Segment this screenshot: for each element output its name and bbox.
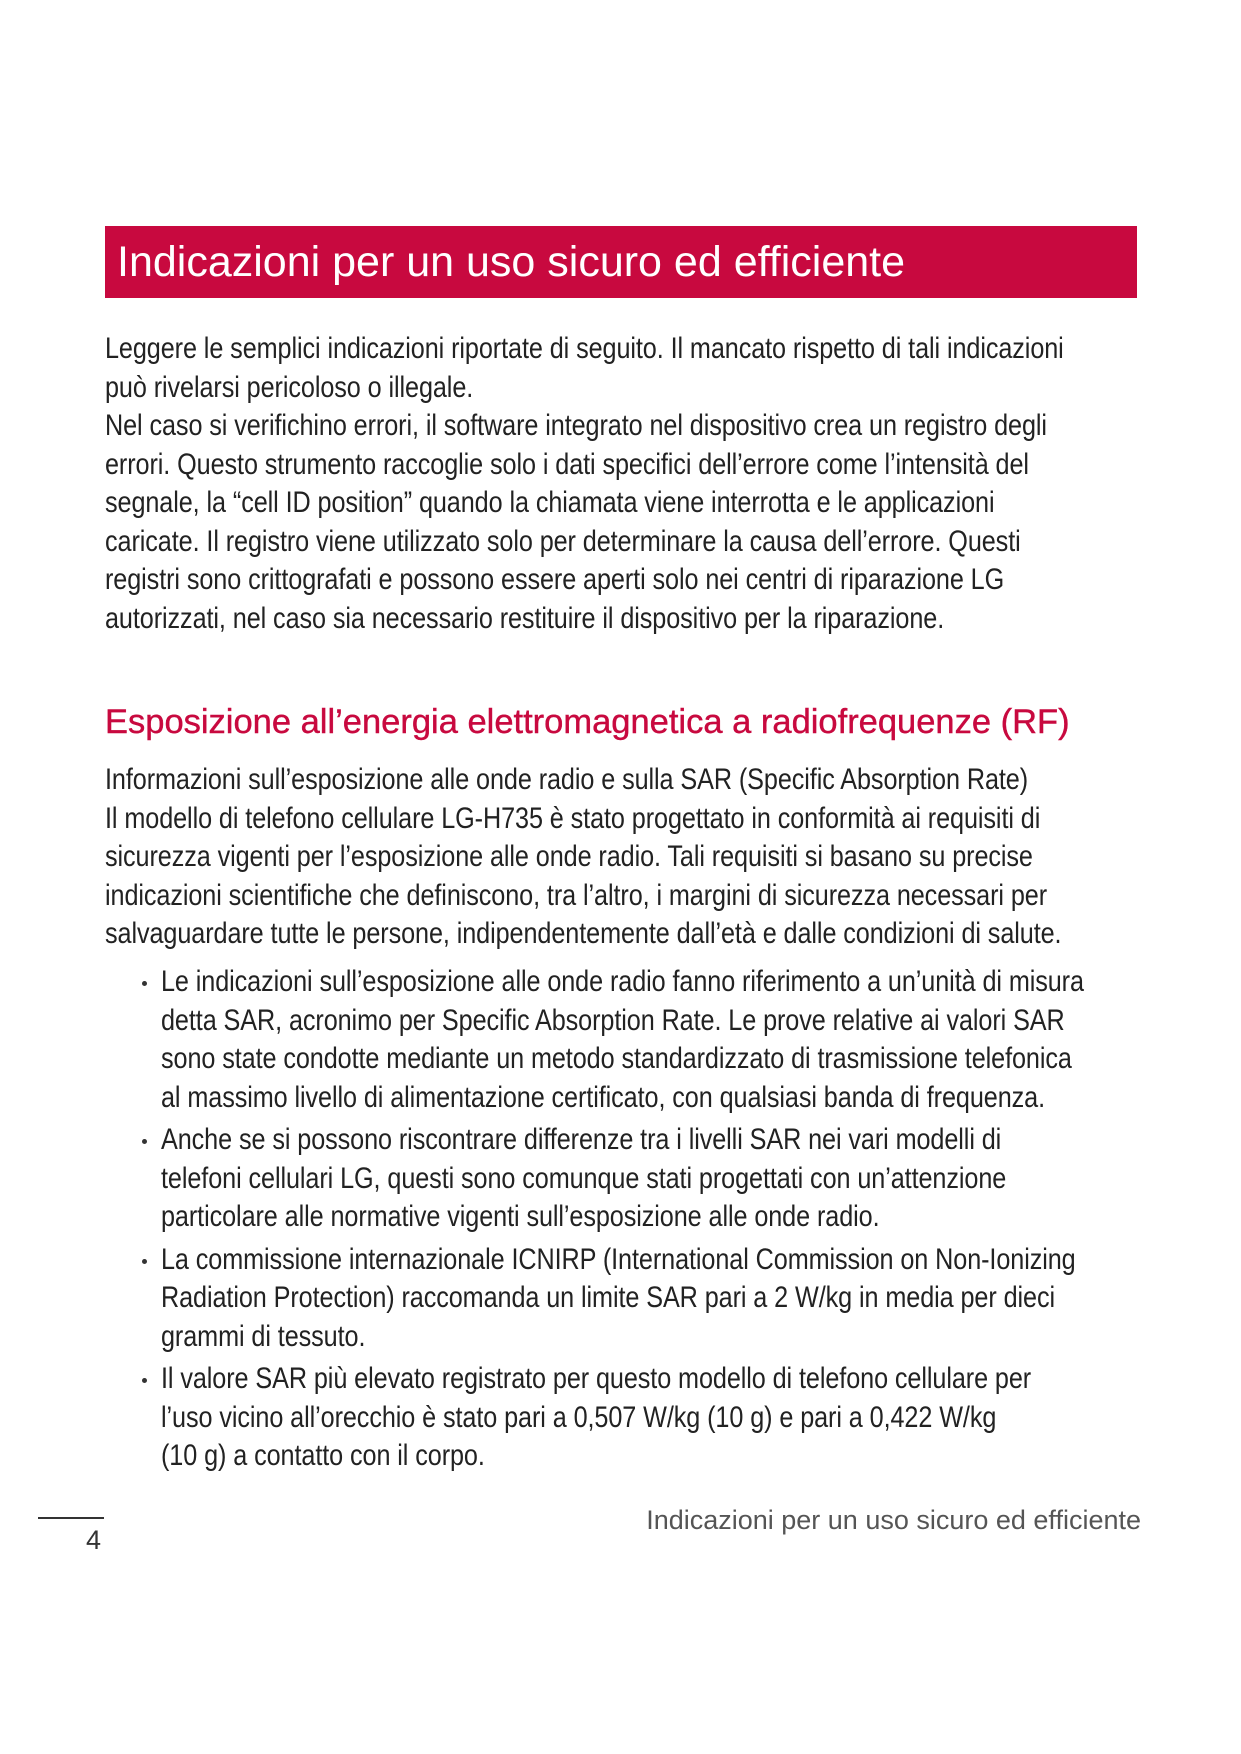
bullet-dot-icon xyxy=(142,981,147,986)
bullet-item xyxy=(105,1241,1165,1357)
bullet-line: telefoni cellulari LG, questi sono comunque stati progettati con un’attenzione xyxy=(161,1161,1007,1195)
intro-line: segnale, la “cell ID position” quando la chiamata viene interrotta e le applicazioni xyxy=(105,486,995,519)
bullet-line: l’uso vicino all’orecchio è stato pari a 0,507 W/kg (10 g) e pari a 0,422 W/kg xyxy=(161,1400,997,1434)
intro-line: Leggere le semplici indicazioni riportate di seguito. Il mancato rispetto di tali indicazioni xyxy=(105,332,1064,365)
rf-intro-line: salvaguardare tutte le persone, indipendentemente dall’età e dalle condizioni di salute. xyxy=(105,917,1062,950)
page-title: Indicazioni per un uso sicuro ed efficiente xyxy=(117,238,906,286)
bullet-line: Anche se si possono riscontrare differenze tra i livelli SAR nei vari modelli di xyxy=(161,1123,1002,1156)
rf-intro-line: Il modello di telefono cellulare LG-H735 è stato progettato in conformità ai requisiti di xyxy=(105,801,1041,835)
bullet-line: grammi di tessuto. xyxy=(161,1319,366,1353)
intro-line: può rivelarsi pericoloso o illegale. xyxy=(105,370,474,404)
rf-intro-line: sicurezza vigenti per l’esposizione alle onde radio. Tali requisiti si basano su precise xyxy=(105,840,1033,873)
rf-intro-paragraph xyxy=(105,761,1145,954)
rf-intro-line: indicazioni scientifiche che definiscono, tra l’altro, i margini di sicurezza necessari per xyxy=(105,878,1048,912)
sar-bullet-list xyxy=(105,963,1165,1480)
bullet-line: Radiation Protection) raccomanda un limite SAR pari a 2 W/kg in media per dieci xyxy=(161,1281,1055,1314)
bullet-line: (10 g) a contatto con il corpo. xyxy=(161,1439,485,1472)
intro-line: Nel caso si verifichino errori, il software integrato nel dispositivo crea un registro degli xyxy=(105,409,1047,442)
page-number: 4 xyxy=(86,1525,102,1555)
bullet-dot-icon xyxy=(142,1259,147,1264)
bullet-line: La commissione internazionale ICNIRP (International Commission on Non-Ionizing xyxy=(161,1242,1076,1276)
section-title-bar xyxy=(105,226,1137,298)
bullet-line: sono state condotte mediante un metodo standardizzato di trasmissione telefonica xyxy=(161,1042,1072,1075)
intro-line: autorizzati, nel caso sia necessario restituire il dispositivo per la riparazione. xyxy=(105,601,945,635)
bullet-line: Il valore SAR più elevato registrato per questo modello di telefono cellulare per xyxy=(161,1362,1032,1395)
intro-line: errori. Questo strumento raccoglie solo i dati specifici dell’errore come l’intensità del xyxy=(105,447,1029,481)
bullet-line: Le indicazioni sull’esposizione alle onde radio fanno riferimento a un’unità di misura xyxy=(161,965,1084,998)
bullet-item xyxy=(105,963,1165,1117)
bullet-dot-icon xyxy=(142,1139,147,1144)
bullet-item xyxy=(105,1121,1165,1237)
bullet-line: particolare alle normative vigenti sull’esposizione alle onde radio. xyxy=(161,1200,880,1233)
footer-divider xyxy=(38,1517,104,1519)
intro-line: caricate. Il registro viene utilizzato solo per determinare la causa dell’errore. Questi xyxy=(105,524,1021,558)
intro-paragraph xyxy=(105,330,1145,638)
intro-line: registri sono crittografati e possono essere aperti solo nei centri di riparazione LG xyxy=(105,563,1005,596)
rf-section-heading: Esposizione all’energia elettromagnetica a radiofrequenze (RF) xyxy=(105,703,1070,741)
rf-intro-line: Informazioni sull’esposizione alle onde radio e sulla SAR (Specific Absorption Rate) xyxy=(105,763,1029,796)
bullet-line: detta SAR, acronimo per Specific Absorption Rate. Le prove relative ai valori SAR xyxy=(161,1003,1065,1037)
bullet-line: al massimo livello di alimentazione certificato, con qualsiasi banda di frequenza. xyxy=(161,1080,1045,1114)
bullet-dot-icon xyxy=(142,1378,147,1383)
footer-running-title: Indicazioni per un uso sicuro ed efficiente xyxy=(646,1505,1141,1535)
bullet-item xyxy=(105,1360,1165,1476)
